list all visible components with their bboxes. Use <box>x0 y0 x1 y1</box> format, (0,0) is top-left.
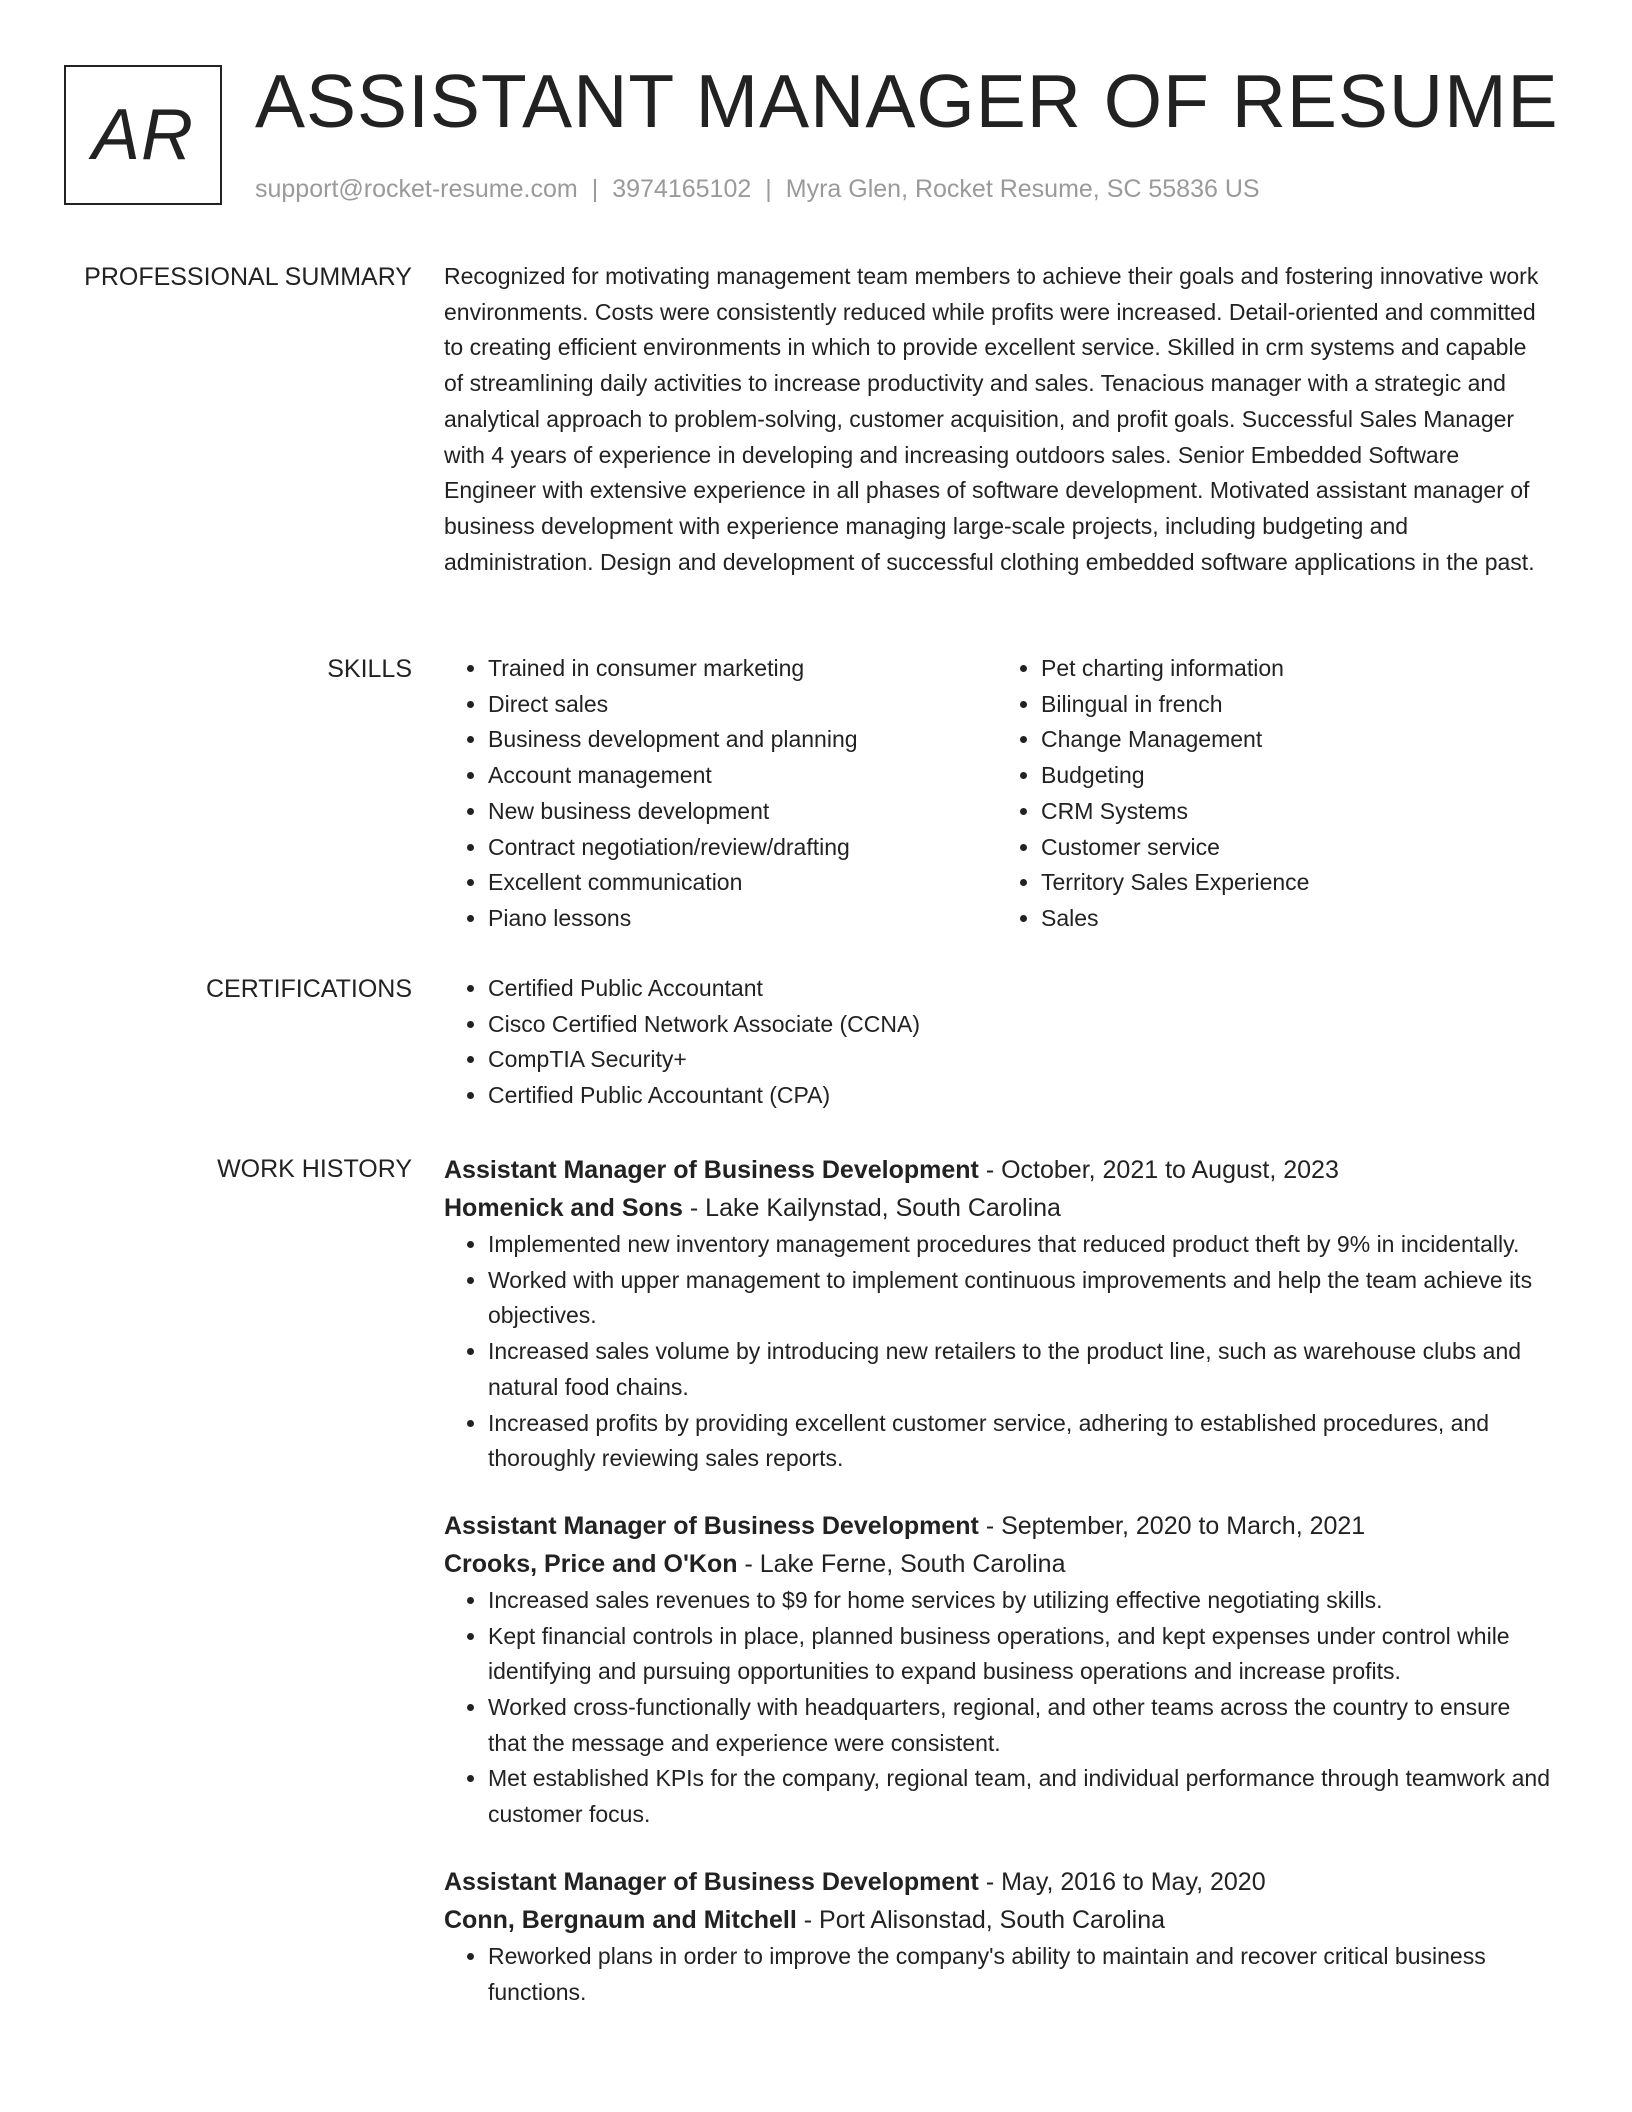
job-bullet: • Worked cross-functionally with headquarters, regional, and other teams across the country to ensure that the message and experience were consistent. <box>488 1690 1550 1761</box>
contact-line <box>255 172 1260 206</box>
job-bullet: • Met established KPIs for the company, regional team, and individual performance through teamwork and customer focus. <box>488 1761 1550 1832</box>
job-bullet: • Implemented new inventory management procedures that reduced product theft by 9% in incidentally. <box>488 1227 1550 1263</box>
job-title: Assistant Manager of Business Development <box>444 1867 979 1896</box>
section-label-summary: PROFESSIONAL SUMMARY <box>84 263 412 291</box>
contact-separator: | <box>765 175 772 203</box>
job-entry <box>444 1507 1550 1833</box>
skill-item: • Budgeting <box>1041 758 1550 794</box>
job-title-line <box>444 1863 1550 1901</box>
skill-item: • Bilingual in french <box>1041 687 1550 723</box>
job-bullet: • Worked with upper management to implement continuous improvements and help the team achieve its objectives. <box>488 1263 1550 1334</box>
section-label-work-history: WORK HISTORY <box>217 1155 412 1183</box>
skill-item: • New business development <box>488 794 997 830</box>
job-title: Assistant Manager of Business Development <box>444 1156 979 1184</box>
skill-item: • Business development and planning <box>488 722 997 758</box>
job-bullet: • Reworked plans in order to improve the company's ability to maintain and recover critical business functions. <box>488 1939 1550 2010</box>
skill-item: • Territory Sales Experience <box>1041 865 1550 901</box>
contact-address: Myra Glen, Rocket Resume, SC 55836 US <box>785 175 1260 203</box>
job-location: - Port Alisonstad, South Carolina <box>796 1905 1166 1934</box>
job-bullet: • Increased profits by providing excellent customer service, adhering to established procedures, and thoroughly reviewing sales reports. <box>488 1406 1550 1477</box>
skill-item: • Direct sales <box>488 687 997 723</box>
job-title-line <box>444 1507 1550 1545</box>
skills-list-right <box>997 651 1550 937</box>
job-bullet: • Kept financial controls in place, planned business operations, and kept expenses under control while identifying and pursuing opportunities to expand business operations and increase profits. <box>488 1619 1550 1690</box>
summary-body <box>444 259 1550 580</box>
job-company-line <box>444 1189 1550 1227</box>
job-bullet-list <box>444 1583 1550 1833</box>
job-bullet-list <box>444 1939 1550 2010</box>
job-bullet-list <box>444 1227 1550 1477</box>
job-location: - Lake Ferne, South Carolina <box>737 1549 1066 1578</box>
skill-item: • Pet charting information <box>1041 651 1550 687</box>
job-bullet: • Increased sales volume by introducing new retailers to the product line, such as warehouse clubs and natural food chains. <box>488 1334 1550 1405</box>
contact-email[interactable]: support@rocket-resume.com <box>255 175 578 203</box>
job-entry <box>444 1151 1550 1477</box>
job-dates: - May, 2016 to May, 2020 <box>978 1867 1266 1896</box>
summary-text: Recognized for motivating management team members to achieve their goals and fostering innovative work environments. Costs were consistently reduced while profits were increased. Detail-oriented and committed to creating efficient environments in which to provide excellent service. Skilled in crm systems and capable of streamlining daily activities to increase productivity and sales. Tenacious manager with a strategic and analytical approach to problem-solving, customer acquisition, and profit goals. Successful Sales Manager with 4 years of experience in developing and increasing outdoors sales. Senior Embedded Software Engineer with extensive experience in all phases of software development. Motivated assistant manager of business development with experience managing large-scale projects, including budgeting and administration. Design and development of successful clothing embedded software applications in the past. <box>444 263 1539 575</box>
skill-item: • Change Management <box>1041 722 1550 758</box>
skill-item: • Trained in consumer marketing <box>488 651 997 687</box>
job-company-line <box>444 1545 1550 1583</box>
skill-item: • Excellent communication <box>488 865 997 901</box>
job-location: - Lake Kailynstad, South Carolina <box>682 1194 1061 1222</box>
skills-body <box>444 651 1550 937</box>
contact-separator: | <box>591 175 599 203</box>
contact-phone[interactable]: 3974165102 <box>612 175 752 203</box>
certification-item: • Cisco Certified Network Associate (CCNA) <box>488 1007 1550 1043</box>
certifications-body <box>444 971 1550 1114</box>
job-entry <box>444 1863 1550 2010</box>
skill-item: • Contract negotiation/review/drafting <box>488 830 997 866</box>
job-company: Homenick and Sons <box>444 1194 683 1222</box>
section-label-certifications: CERTIFICATIONS <box>205 975 412 1003</box>
job-company: Crooks, Price and O'Kon <box>444 1549 738 1578</box>
job-bullet: • Increased sales revenues to $9 for home services by utilizing effective negotiating skills. <box>488 1583 1550 1619</box>
resume-title: ASSISTANT MANAGER OF RESUME <box>255 59 1559 143</box>
job-company: Conn, Bergnaum and Mitchell <box>444 1905 797 1934</box>
skill-item: • Account management <box>488 758 997 794</box>
job-dates: - September, 2020 to March, 2021 <box>978 1511 1366 1540</box>
section-label-skills: SKILLS <box>327 655 412 683</box>
skill-item: • Sales <box>1041 901 1550 937</box>
job-company-line <box>444 1901 1550 1939</box>
monogram-logo: AR <box>64 65 222 205</box>
certification-item: • Certified Public Accountant <box>488 971 1550 1007</box>
skills-list-left <box>444 651 997 937</box>
work-history-body <box>444 1151 1550 2040</box>
job-title: Assistant Manager of Business Development <box>444 1511 979 1540</box>
job-title-line <box>444 1151 1550 1189</box>
certifications-list <box>444 971 1550 1114</box>
certification-item: • Certified Public Accountant (CPA) <box>488 1078 1550 1114</box>
certification-item: • CompTIA Security+ <box>488 1042 1550 1078</box>
skill-item: • Customer service <box>1041 830 1550 866</box>
job-dates: - October, 2021 to August, 2023 <box>978 1156 1339 1184</box>
skill-item: • CRM Systems <box>1041 794 1550 830</box>
skill-item: • Piano lessons <box>488 901 997 937</box>
